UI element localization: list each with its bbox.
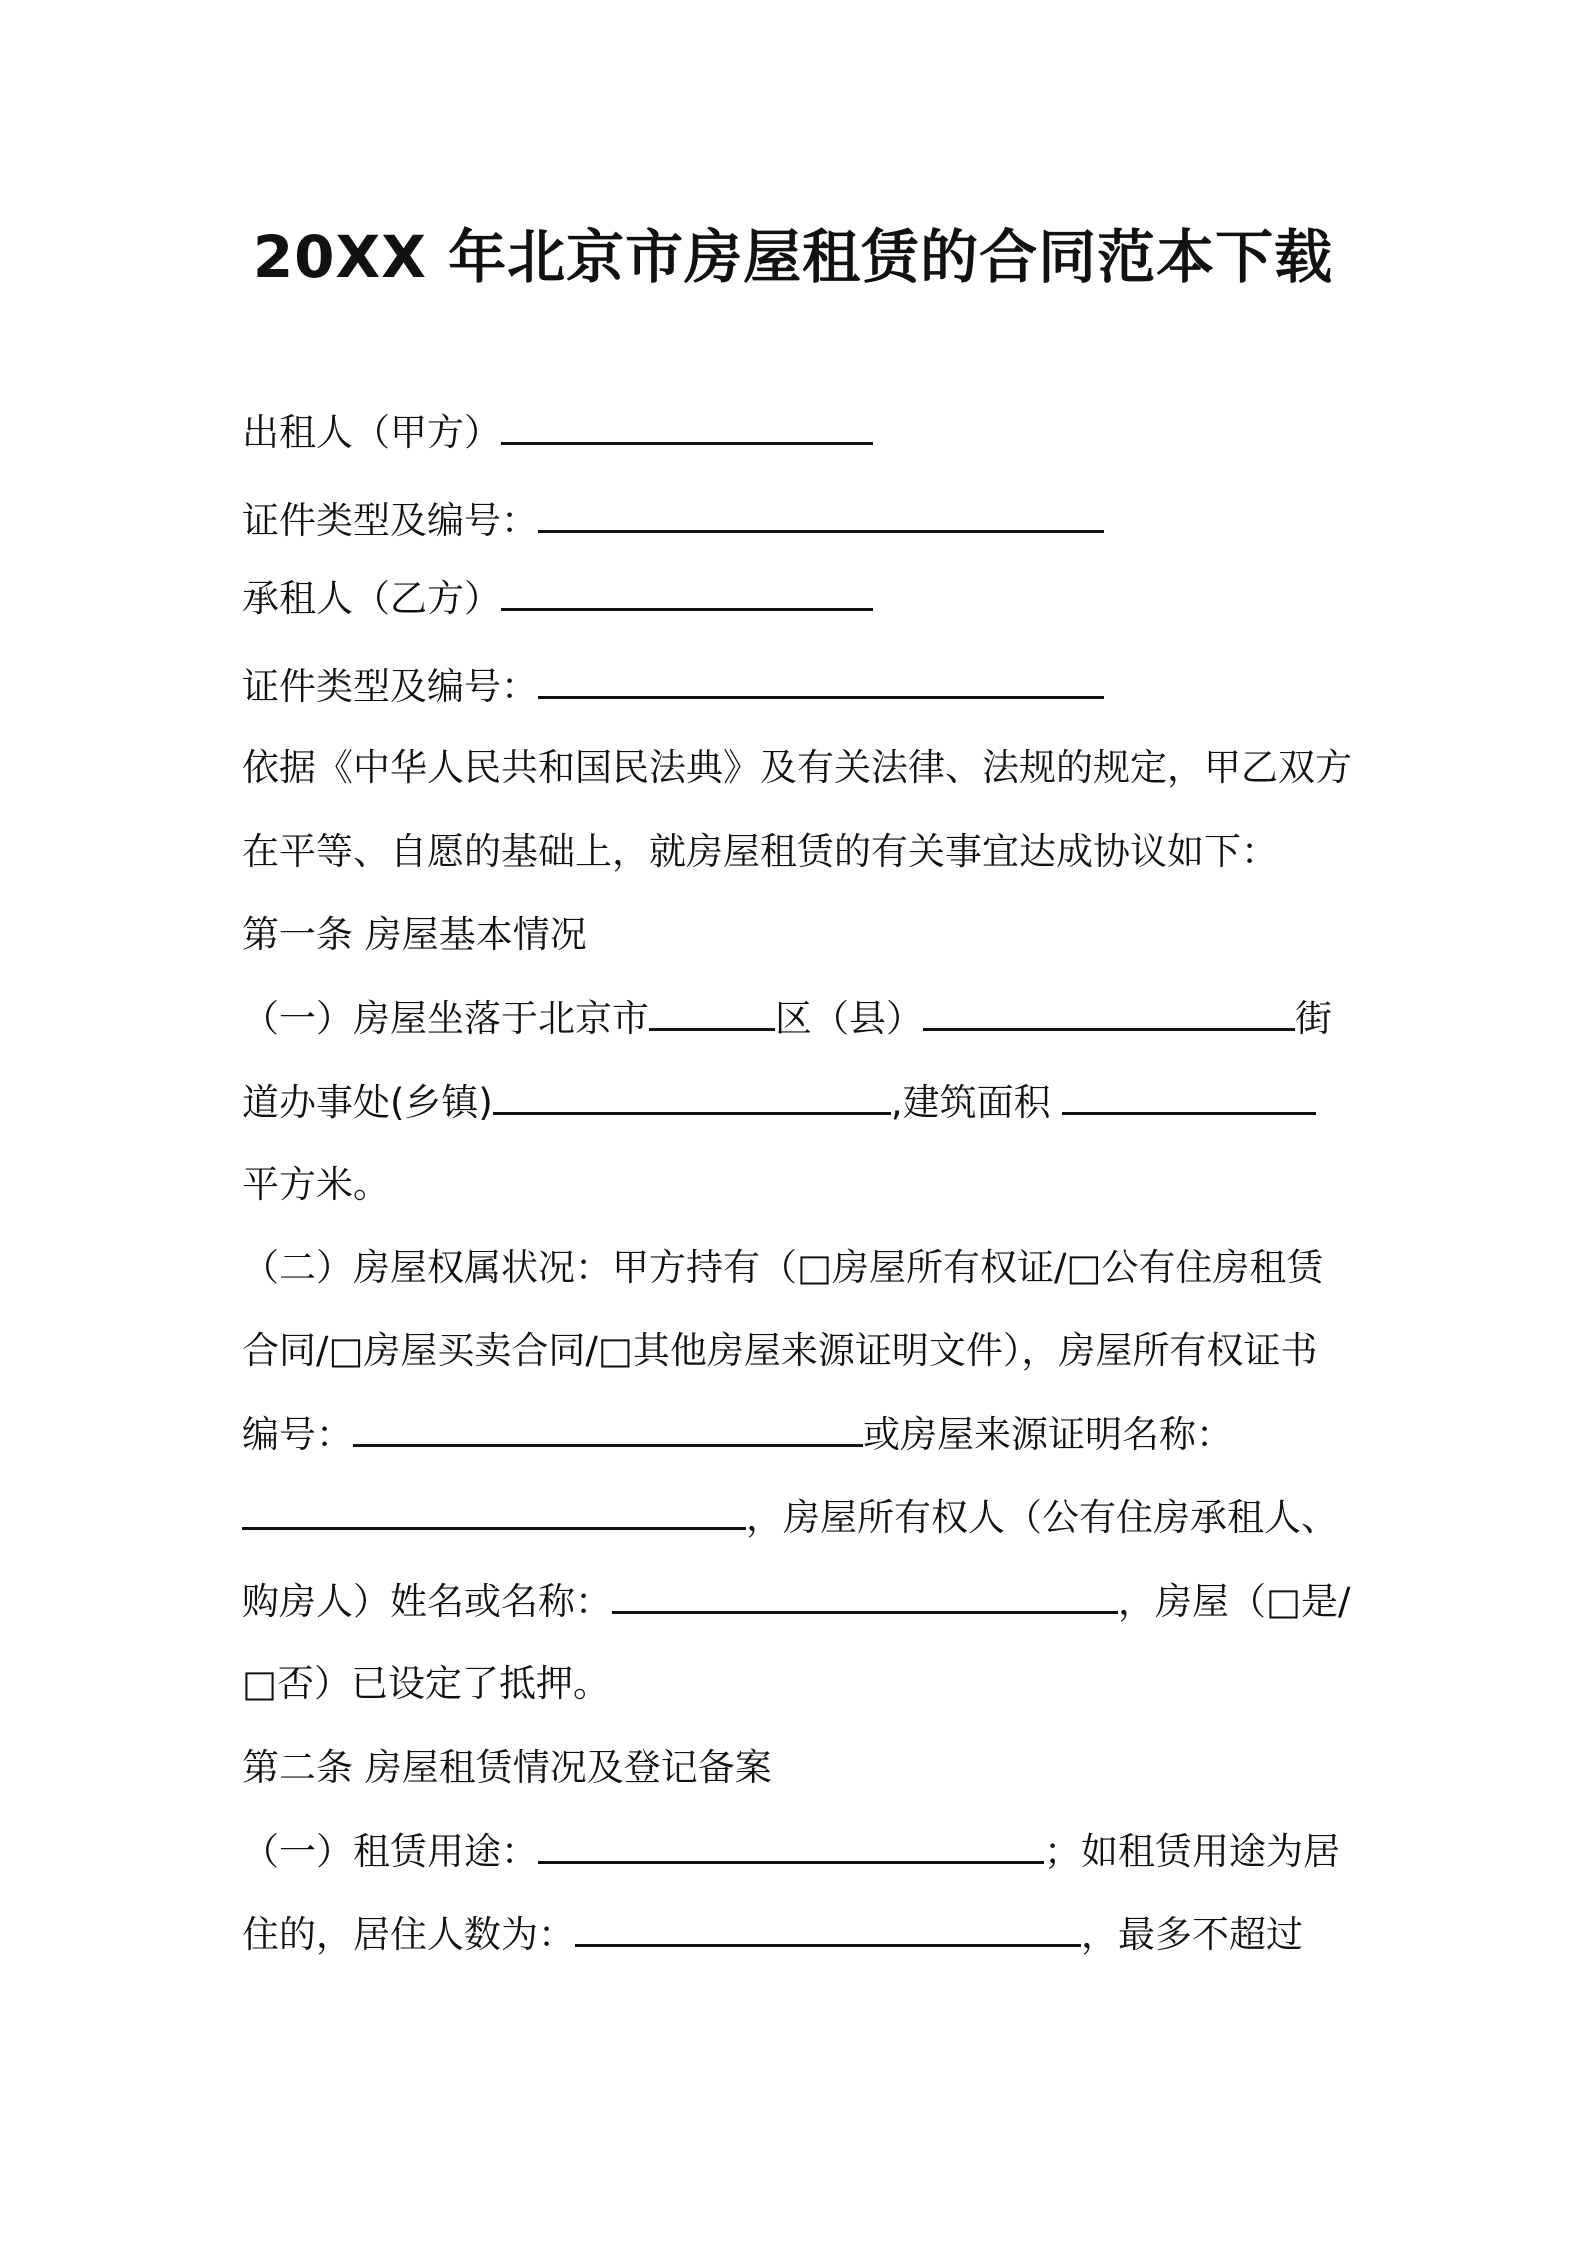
article-2-heading: 第二条 房屋租赁情况及登记备案 [242, 1746, 772, 1789]
owner-name-blank [612, 1581, 1118, 1614]
item-1-2-line-6: □否）已设定了抵押。 [242, 1662, 610, 1705]
lessor-id-line [242, 500, 1104, 542]
lessee-id-blank [538, 666, 1104, 699]
certificate-number-blank [353, 1414, 863, 1447]
preamble-line-1: 依据《中华人民共和国民法典》及有关法律、法规的规定，甲乙双方 [242, 746, 1352, 789]
lessee-id-line [242, 666, 1104, 708]
preamble-line-2: 在平等、自愿的基础上，就房屋租赁的有关事宜达成协议如下： [242, 830, 1278, 873]
lease-purpose-blank [538, 1831, 1044, 1864]
lessor-line [242, 412, 873, 454]
street-blank [923, 998, 1295, 1031]
item-1-2-line-4: ，房屋所有权人（公有住房承租人、 [242, 1497, 1338, 1539]
lessor-label: 出租人（甲方） [242, 411, 501, 454]
subdistrict-blank [493, 1082, 891, 1115]
source-name-blank [242, 1497, 746, 1530]
item-1-1-line-1: （一）房屋坐落于北京市 区（县） 街 [242, 997, 1332, 1040]
area-blank [1062, 1082, 1316, 1115]
lessee-line [242, 578, 873, 620]
article-1-heading: 第一条 房屋基本情况 [242, 913, 587, 956]
lessor-blank [501, 412, 873, 445]
lessor-id-label: 证件类型及编号： [242, 499, 538, 542]
lessee-blank [501, 578, 873, 611]
lessee-label: 承租人（乙方） [242, 577, 501, 620]
item-1-2-line-2: 合同/□房屋买卖合同/□其他房屋来源证明文件），房屋所有权证书 [242, 1329, 1318, 1372]
item-2-1-line-1: （一）租赁用途： ；如租赁用途为居 [242, 1830, 1340, 1873]
lessee-id-label: 证件类型及编号： [242, 665, 538, 708]
item-1-2-line-1: （二）房屋权属状况：甲方持有（□房屋所有权证/□公有住房租赁 [242, 1246, 1324, 1289]
item-1-1-line-3: 平方米。 [242, 1163, 390, 1206]
document-title: 20XX 年北京市房屋租赁的合同范本下载 [252, 223, 1334, 291]
occupant-count-blank [575, 1914, 1081, 1947]
item-1-1-line-2: 道办事处(乡镇) ,建筑面积 [242, 1082, 1316, 1124]
item-1-2-line-3: 编号： 或房屋来源证明名称： [242, 1413, 1233, 1456]
district-blank [649, 998, 775, 1031]
lessor-id-blank [538, 500, 1104, 533]
item-2-1-line-2: 住的，居住人数为： ，最多不超过 [242, 1913, 1303, 1956]
item-1-2-line-5: 购房人）姓名或名称： ，房屋（□是/ [242, 1580, 1351, 1623]
